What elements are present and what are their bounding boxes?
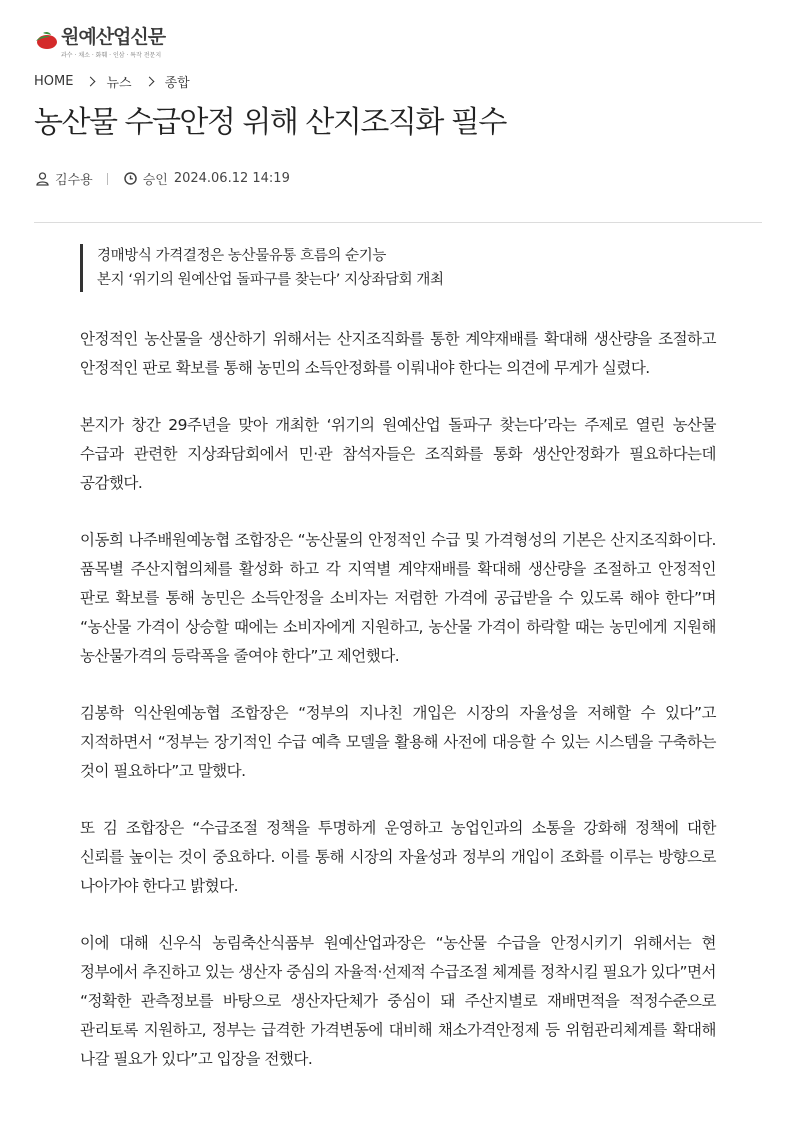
article-paragraph: 또 김 조합장은 “수급조절 정책을 투명하게 운영하고 농업인과의 소통을 강화해 정책에 대한 신뢰를 높이는 것이 중요하다. 이를 통해 시장의 자율성과 정부의 개입이 조화를 이루는 방향으로 나아가야 한다고 밝혔다.: [80, 819, 716, 895]
byline-divider: [107, 173, 108, 185]
person-icon: [36, 172, 49, 186]
breadcrumb: [34, 72, 190, 91]
breadcrumb-home[interactable]: HOME: [34, 74, 74, 89]
subheading-line: 경매방식 가격결정은 농산물유통 흐름의 순기능: [97, 248, 386, 264]
logo-tagline: 과수 · 채소 · 화훼 · 인삼 · 특작 전문지: [61, 52, 162, 59]
article-paragraph: 이동희 나주배원예농협 조합장은 “농산물의 안정적인 수급 및 가격형성의 기본은 산지조직화이다. 품목별 주산지협의체를 활성화 하고 각 지역별 계약재배를 확대해 생산량을 조절하고 안정적인 판로 확보를 통해 농민은 소득안정을 소비자는 저렴한 가격에 공급받을 수 있도록 해야 한다”며 “농산물 가격이 상승할 때에는 소비자에게 지원하고, 농산물 가격이 하락할 때는 농민에게 지원해 농산물가격의 등락폭을 줄여야 한다”고 제언했다.: [80, 531, 716, 665]
article-byline: [36, 169, 290, 188]
approved-date: 2024.06.12 14:19: [173, 171, 290, 186]
article-title: 농산물 수급안정 위해 산지조직화 필수: [34, 105, 506, 140]
logo-mark-icon: [34, 30, 58, 50]
logo-title: 원예산업신문: [61, 26, 166, 48]
approved-label: 승인: [142, 173, 168, 188]
site-logo[interactable]: [34, 26, 165, 59]
author-name[interactable]: 김수용: [55, 173, 93, 188]
subheading-line: 본지 ‘위기의 원예산업 돌파구를 찾는다’ 지상좌담회 개최: [97, 272, 444, 288]
header-divider: [34, 222, 762, 223]
article-paragraph: 안정적인 농산물을 생산하기 위해서는 산지조직화를 통한 계약재배를 확대해 생산량을 조절하고 안정적인 판로 확보를 통해 농민의 소득안정화를 이뤄내야 한다는 의견에 무게가 실렸다.: [80, 330, 716, 377]
chevron-right-icon: [144, 77, 154, 87]
article-paragraph: 김봉학 익산원예농협 조합장은 “정부의 지나친 개입은 시장의 자율성을 저해할 수 있다”고 지적하면서 “정부는 장기적인 수급 예측 모델을 활용해 사전에 대응할 수 있는 시스템을 구축하는 것이 필요하다”고 말했다.: [80, 704, 716, 780]
chevron-right-icon: [86, 77, 96, 87]
breadcrumb-general[interactable]: 종합: [164, 76, 190, 91]
article-paragraph: 이에 대해 신우식 농림축산식품부 원예산업과장은 “농산물 수급을 안정시키기 위해서는 현 정부에서 추진하고 있는 생산자 중심의 자율적·선제적 수급조절 체계를 정착시킬 필요가 있다”면서 “정확한 관측정보를 바탕으로 생산자단체가 중심이 돼 주산지별로 재배면적을 적정수준으로 관리토록 지원하고, 정부는 급격한 가격변동에 대비해 채소가격안정제 등 위험관리체계를 확대해 나갈 필요가 있다”고 입장을 전했다.: [80, 934, 716, 1068]
article-paragraph: 본지가 창간 29주년을 맞아 개최한 ‘위기의 원예산업 돌파구 찾는다’라는 주제로 열린 농산물 수급과 관련한 지상좌담회에서 민·관 참석자들은 조직화를 통화 생산안정화가 필요하다는데 공감했다.: [80, 416, 716, 492]
breadcrumb-news[interactable]: 뉴스: [106, 76, 132, 91]
article-body: [80, 325, 716, 1102]
clock-icon: [124, 172, 137, 185]
article-subheading: [80, 244, 444, 292]
